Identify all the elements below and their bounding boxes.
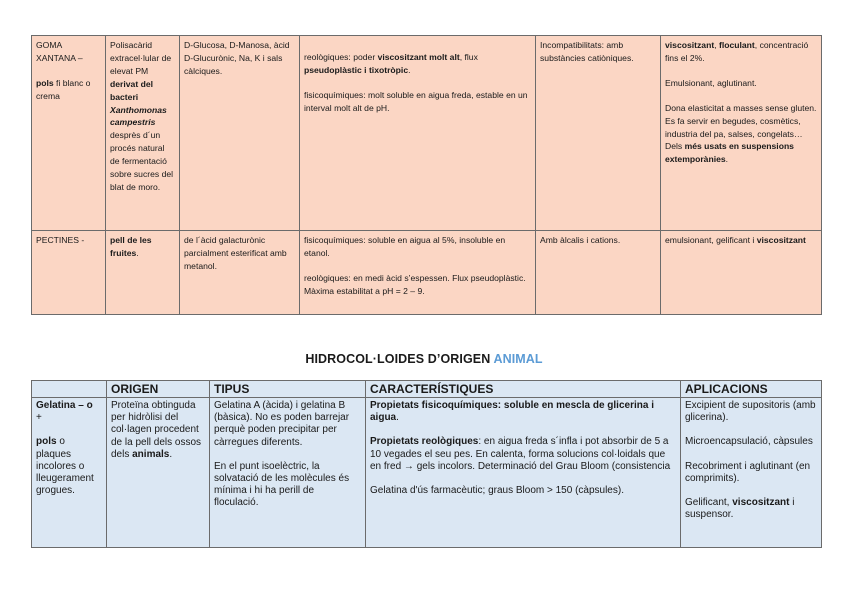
header-cell-empty <box>32 381 107 398</box>
name-cell: PECTINES - <box>32 231 106 315</box>
table-row <box>32 231 822 315</box>
characteristics-cell: fisicoquímiques: soluble en aigua al 5%, insoluble en etanol. reològiques: en medi àcid s’espessen. Flux pseudoplàstic. Màxima estabilitat a pH = 2 – 9. <box>300 231 536 315</box>
plant-hydrocolloids-table <box>31 35 822 315</box>
applications-cell: emulsionant, gelificant i viscositzant <box>661 231 822 315</box>
origin-cell: Proteïna obtinguda per hidròlisi del col·lagen procedent de la pell dels ossos dels animals. <box>107 398 210 548</box>
origin-cell: Polisacàrid extracel·lular de elevat PM derivat del bacteri Xanthomonas campestris desprès d´un procés natural de fermentació sobre sucres del blat de moro. <box>106 36 180 231</box>
animal-hydrocolloids-table <box>31 380 822 548</box>
header-cell-applications: APLICACIONS <box>681 381 822 398</box>
characteristics-cell: reològiques: poder viscositzant molt alt, flux pseudoplàstic i tixotròpic. fisicoquímiques: molt soluble en aigua freda, estable en un interval molt alt de pH. <box>300 36 536 231</box>
type-cell: Gelatina A (àcida) i gelatina B (bàsica). No es poden barrejar perquè poden precipitar per càrregues diferents. En el punt isoelèctric, la solvatació de les molècules és mínima i hi ha perill de floculació. <box>210 398 366 548</box>
name-cell: Gelatina – o + pols o plaques incolores o lleugerament grogues. <box>32 398 107 548</box>
header-cell-origin: ORIGEN <box>107 381 210 398</box>
type-cell: de l´àcid galacturònic parcialment esterificat amb metanol. <box>180 231 300 315</box>
incompatibilities-cell: Incompatibilitats: amb substàncies catiòniques. <box>536 36 661 231</box>
section-title: HIDROCOL·LOIDES D’ORIGEN ANIMAL <box>305 352 543 366</box>
characteristics-cell: Propietats fisicoquímiques: soluble en mescla de glicerina i aigua. Propietats reològiques: en aigua freda s´infla i pot absorbir de 5 a 10 vegades el seu pes. En calenta, forma solucions col·loidals que en fred → gels incolors. Determinació del Grau Bloom (consistencia Gelatina d'ús farmacèutic; graus Bloom > 150 (càpsules). <box>366 398 681 548</box>
origin-cell: pell de les fruites. <box>106 231 180 315</box>
header-cell-type: TIPUS <box>210 381 366 398</box>
table-row <box>32 398 822 548</box>
section-title-accent: ANIMAL <box>493 352 543 366</box>
table-row <box>32 36 822 231</box>
name-cell: GOMA XANTANA – pols fi blanc o crema <box>32 36 106 231</box>
incompatibilities-cell: Amb àlcalis i cations. <box>536 231 661 315</box>
applications-cell: viscositzant, floculant, concentració fins el 2%. Emulsionant, aglutinant. Dona elasticitat a masses sense gluten. Es fa servir en begudes, cosmètics, industria del pa, salses, congelats… Dels més usats en suspensions extemporànies. <box>661 36 822 231</box>
applications-cell: Excipient de supositoris (amb glicerina). Microencapsulació, càpsules Recobriment i aglutinant (en comprimits). Gelificant, viscositzant i suspensor. <box>681 398 822 548</box>
header-cell-characteristics: CARACTERÍSTIQUES <box>366 381 681 398</box>
header-row <box>32 381 822 398</box>
type-cell: D-Glucosa, D-Manosa, àcid D-Glucurònic, Na, K i sals càlciques. <box>180 36 300 231</box>
